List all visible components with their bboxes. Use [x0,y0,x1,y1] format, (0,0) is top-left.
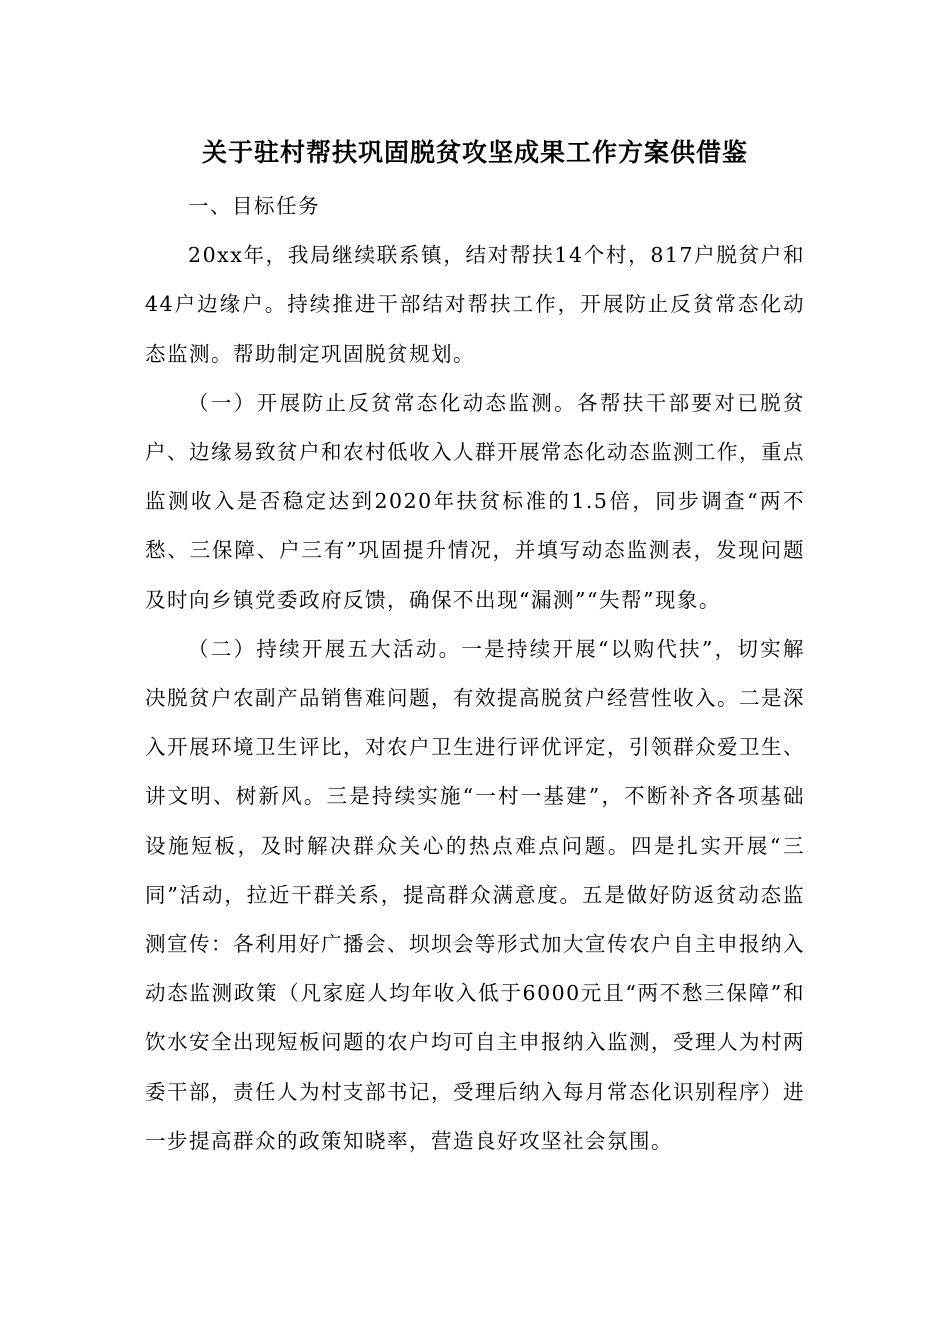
paragraph-overview: 20xx年，我局继续联系镇，结对帮扶14个村，817户脱贫户和44户边缘户。持续推进干部结对帮扶工作，开展防止反贫常态化动态监测。帮助制定巩固脱贫规划。 [145,243,805,366]
document-body [145,182,805,1166]
paragraph-monitoring: （一）开展防止反贫常态化动态监测。各帮扶干部要对已脱贫户、边缘易致贫户和农村低收入人群开展常态化动态监测工作，重点监测收入是否稳定达到2020年扶贫标准的1.5倍，同步调查“两不愁、三保障、户三有”巩固提升情况，并填写动态监测表，发现问题及时向乡镇党委政府反馈，确保不出现“漏测”“失帮”现象。 [145,390,805,612]
section-heading-goals: 一、目标任务 [188,194,321,218]
document-title: 关于驻村帮扶巩固脱贫攻坚成果工作方案供借鉴 [201,138,748,167]
paragraph-activities: （二）持续开展五大活动。一是持续开展“以购代扶”，切实解决脱贫户农副产品销售难问题，有效提高脱贫户经营性收入。二是深入开展环境卫生评比，对农户卫生进行评优评定，引领群众爱卫生、讲文明、树新风。三是持续实施“一村一基建”，不断补齐各项基础设施短板，及时解决群众关心的热点难点问题。四是扎实开展“三同”活动，拉近干群关系，提高群众满意度。五是做好防返贫动态监测宣传：各利用好广播会、坝坝会等形式加大宣传农户自主申报纳入动态监测政策（凡家庭人均年收入低于6000元且“两不愁三保障”和饮水安全出现短板问题的农户均可自主申报纳入监测，受理人为村两委干部，责任人为村支部书记，受理后纳入每月常态化识别程序）进一步提高群众的政策知晓率，营造良好攻坚社会氛围。 [145,636,805,1153]
